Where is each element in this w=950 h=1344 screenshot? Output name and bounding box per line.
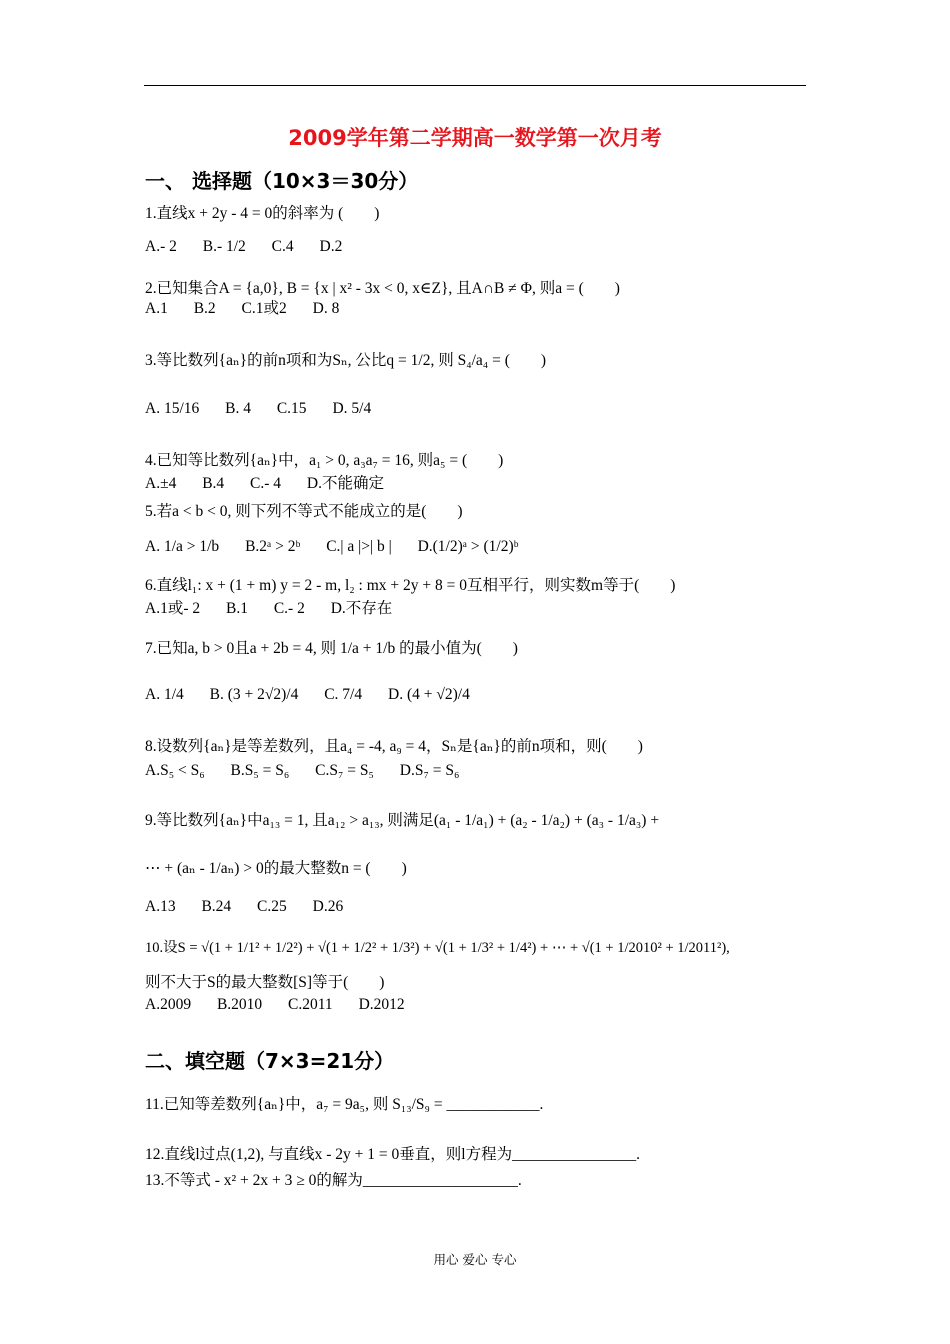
q8-option-b: B.S₅ = S₆ — [230, 762, 290, 779]
section-choice-heading: 一、 选择题（10×3＝30分） — [145, 169, 419, 193]
q9-options — [145, 898, 365, 917]
q2-option-d: D. 8 — [312, 300, 340, 317]
q7-option-d: D. (4 + √2)/4 — [388, 686, 470, 703]
q1-options — [145, 238, 364, 257]
q4-option-a: A.±4 — [145, 475, 177, 492]
q7-stem: 7.已知a, b > 0且a + 2b = 4, 则 1/a + 1/b 的最小值为( ) — [145, 640, 518, 657]
page-footer: 用心 爱心 专心 — [433, 1252, 517, 1267]
q3-option-b: B. 4 — [225, 400, 251, 417]
section-fill-heading: 二、填空题（7×3=21分） — [145, 1049, 395, 1073]
q9-option-b: B.24 — [201, 898, 232, 915]
q9-option-d: D.26 — [312, 898, 344, 915]
q10-stem: 10.设S = √(1 + 1/1² + 1/2²) + √(1 + 1/2² + 1/3²) + √(1 + 1/3² + 1/4²) + ⋯ + √(1 + 1/2010² + 1/2011²), — [145, 940, 730, 956]
q9-stem: 9.等比数列{aₙ}中a₁₃ = 1, 且a₁₂ > a₁₃, 则满足(a₁ - 1/a₁) + (a₂ - 1/a₂) + (a₃ - 1/a₃) + — [145, 812, 660, 829]
exam-title: 2009学年第二学期高一数学第一次月考 — [288, 126, 662, 150]
header-rule — [144, 85, 806, 86]
q3-options — [145, 400, 393, 419]
q3-stem: 3.等比数列{aₙ}的前n项和为Sₙ, 公比q = 1/2, 则 S₄/a₄ = ( ) — [145, 352, 547, 369]
q8-stem: 8.设数列{aₙ}是等差数列，且a₄ = -4, a₉ = 4，Sₙ是{aₙ}的前n项和，则( ) — [145, 738, 643, 755]
q9-stem-continued: ⋯ + (aₙ - 1/aₙ) > 0的最大整数n = ( ) — [145, 860, 407, 877]
q6-stem: 6.直线l₁: x + (1 + m) y = 2 - m, l₂ : mx + 2y + 8 = 0互相平行，则实数m等于( ) — [145, 577, 676, 594]
q4-option-d: D.不能确定 — [306, 475, 384, 492]
q13-stem: 13.不等式 - x² + 2x + 3 ≥ 0的解为____________________. — [145, 1172, 522, 1189]
q6-options — [145, 600, 414, 619]
q4-options — [145, 475, 406, 494]
q2-options — [145, 300, 361, 319]
q8-option-c: C.S₇ = S₅ — [315, 762, 374, 779]
q7-option-c: C. 7/4 — [324, 686, 363, 703]
q10-option-a: A.2009 — [145, 996, 192, 1013]
q2-option-b: B.2 — [193, 300, 216, 317]
q7-option-a: A. 1/4 — [145, 686, 184, 703]
q10-option-d: D.2012 — [358, 996, 405, 1013]
q8-option-d: D.S₇ = S₆ — [399, 762, 460, 779]
q12-stem: 12.直线l过点(1,2), 与直线x - 2y + 1 = 0垂直，则l方程为________________. — [145, 1146, 640, 1163]
q10-options — [145, 996, 427, 1015]
q1-option-a: A.- 2 — [145, 238, 177, 255]
q1-stem: 1.直线x + 2y - 4 = 0的斜率为 ( ) — [145, 205, 380, 222]
q9-option-a: A.13 — [145, 898, 176, 915]
q6-option-c: C.- 2 — [273, 600, 305, 617]
q9-option-c: C.25 — [257, 898, 287, 915]
q1-option-b: B.- 1/2 — [202, 238, 246, 255]
q6-option-d: D.不存在 — [330, 600, 393, 617]
q4-option-c: C.- 4 — [250, 475, 282, 492]
q5-option-a: A. 1/a > 1/b — [145, 538, 220, 555]
q2-option-c: C.1或2 — [241, 300, 287, 317]
q5-option-d: D.(1/2)ᵃ > (1/2)ᵇ — [417, 538, 519, 555]
q2-option-a: A.1 — [145, 300, 168, 317]
q5-options — [145, 538, 540, 557]
q11-stem: 11.已知等差数列{aₙ}中，a₇ = 9a₅, 则 S₁₃/S₉ = ____________. — [145, 1096, 544, 1113]
q6-option-b: B.1 — [225, 600, 248, 617]
q5-stem: 5.若a < b < 0, 则下列不等式不能成立的是( ) — [145, 503, 463, 520]
q4-option-b: B.4 — [202, 475, 225, 492]
q10-stem-continued: 则不大于S的最大整数[S]等于( ) — [145, 974, 385, 991]
q7-option-b: B. (3 + 2√2)/4 — [209, 686, 299, 703]
q8-options — [145, 762, 481, 781]
q1-option-c: C.4 — [271, 238, 294, 255]
q3-option-a: A. 15/16 — [145, 400, 200, 417]
q10-option-c: C.2011 — [288, 996, 333, 1013]
q1-option-d: D.2 — [319, 238, 343, 255]
q3-option-c: C.15 — [276, 400, 307, 417]
q8-option-a: A.S₅ < S₆ — [145, 762, 205, 779]
q5-option-b: B.2ᵃ > 2ᵇ — [245, 538, 301, 555]
q4-stem: 4.已知等比数列{aₙ}中，a₁ > 0, a₃a₇ = 16, 则a₅ = ( ) — [145, 452, 504, 469]
q10-option-b: B.2010 — [216, 996, 263, 1013]
q5-option-c: C.| a |>| b | — [326, 538, 392, 555]
q7-options — [145, 686, 492, 705]
q6-option-a: A.1或- 2 — [145, 600, 201, 617]
q2-stem: 2.已知集合A = {a,0}, B = {x | x² - 3x < 0, x∈Z}, 且A∩B ≠ Φ, 则a = ( ) — [145, 280, 620, 297]
q3-option-d: D. 5/4 — [332, 400, 372, 417]
